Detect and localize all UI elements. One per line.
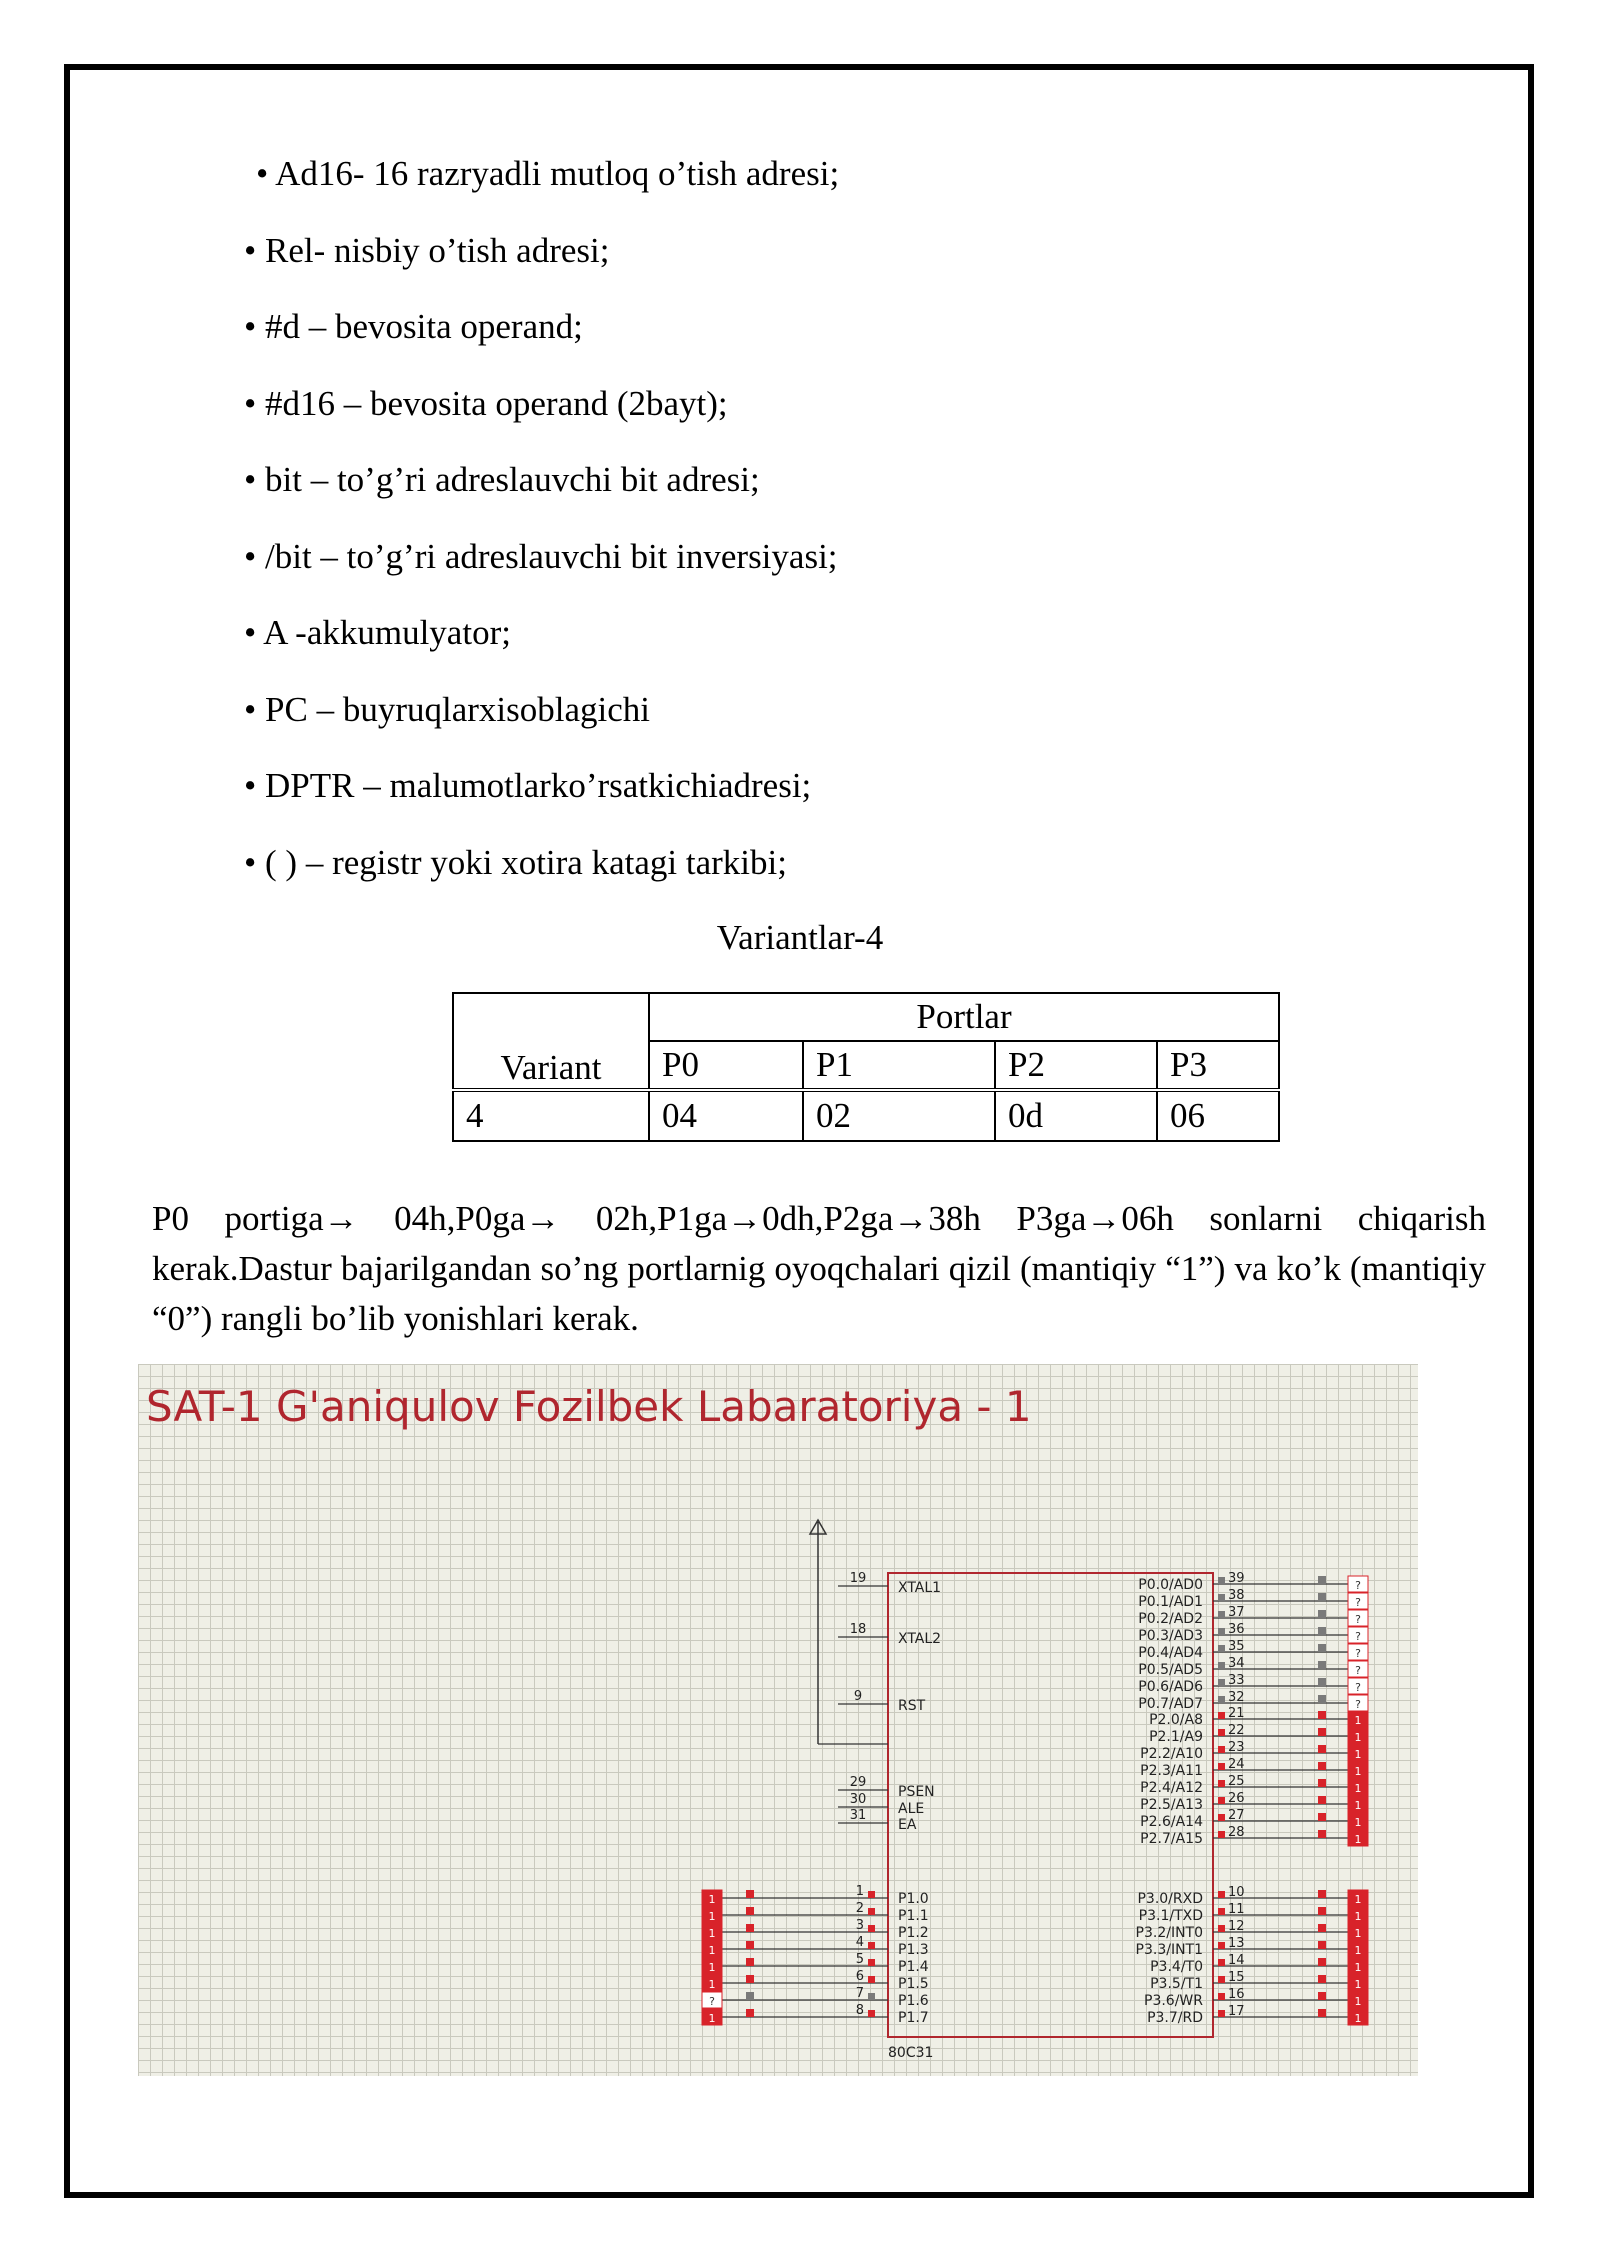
pin-state-dot — [1218, 1662, 1225, 1669]
pin-state-dot — [1218, 1594, 1225, 1601]
logic-probe-value: ? — [1355, 1630, 1361, 1643]
list-item: • bit – to’g’ri adreslauvchi bit adresi; — [244, 460, 760, 499]
logic-probe-value: ? — [1355, 1698, 1361, 1711]
pin-state-dot — [1218, 1645, 1225, 1652]
pin-name: P1.1 — [898, 1908, 929, 1924]
pin-name: P3.5/T1 — [1150, 1976, 1203, 1992]
logic-probe-value: 1 — [1354, 1731, 1362, 1744]
pin-state-dot — [1218, 1628, 1225, 1635]
list-item: • #d16 – bevosita operand (2bayt); — [244, 383, 728, 423]
chip-label: 80C31 — [888, 2045, 934, 2061]
pin-number: 18 — [849, 1622, 867, 1637]
schematic-screenshot — [138, 1364, 1418, 2076]
pin-number: 30 — [849, 1792, 867, 1807]
pin-state-dot — [1318, 1813, 1326, 1821]
pin-name: P0.3/AD3 — [1138, 1628, 1203, 1644]
pin-state-dot — [868, 2010, 875, 2017]
pin-state-dot — [746, 1890, 754, 1898]
pin-number: 10 — [1228, 1885, 1245, 1900]
pin-state-dot — [746, 1941, 754, 1949]
pin-state-dot — [746, 1975, 754, 1983]
pin-state-dot — [1218, 1577, 1225, 1584]
pin-number: 34 — [1228, 1656, 1245, 1671]
logic-probe-value: 1 — [1354, 1748, 1362, 1761]
pin-state-dot — [868, 1959, 875, 1966]
pin-state-dot — [1218, 1712, 1225, 1719]
pin-state-dot — [1318, 1610, 1326, 1618]
pin-number: 17 — [1228, 2004, 1245, 2019]
pin-name: P1.0 — [898, 1891, 929, 1907]
list-item: • Ad16- 16 razryadli mutloq o’tish adresi; — [256, 154, 840, 193]
pin-number: 14 — [1228, 1953, 1245, 1968]
pin-name: P0.4/AD4 — [1138, 1645, 1203, 1661]
pin-name: P2.6/A14 — [1140, 1814, 1203, 1830]
pin-state-dot — [1218, 1814, 1225, 1821]
table-cell: 0d — [995, 1090, 1157, 1141]
logic-probe-value: ? — [1355, 1579, 1361, 1592]
pin-number: 32 — [1228, 1690, 1245, 1705]
logic-probe-value: 1 — [708, 1910, 716, 1923]
pin-number: 36 — [1228, 1622, 1245, 1637]
pin-state-dot — [1218, 1959, 1225, 1966]
logic-probe-value: ? — [1355, 1647, 1361, 1660]
logic-probe-value: ? — [1355, 1596, 1361, 1609]
pin-number: 13 — [1228, 1936, 1245, 1951]
pin-state-dot — [1318, 1728, 1326, 1736]
task-paragraph — [152, 1194, 1486, 1344]
pin-name: P2.5/A13 — [1140, 1797, 1203, 1813]
variant-cell: 4 — [453, 1090, 649, 1141]
pin-state-dot — [1218, 1611, 1225, 1618]
pin-number: 29 — [849, 1775, 867, 1790]
pin-state-dot — [868, 1993, 875, 2000]
logic-probe-value: 1 — [708, 2012, 716, 2025]
pin-state-dot — [1318, 1779, 1326, 1787]
pin-name: P0.7/AD7 — [1138, 1696, 1203, 1712]
pin-state-dot — [1318, 1762, 1326, 1770]
logic-probe-value: 1 — [708, 1944, 716, 1957]
logic-probe-value: 1 — [1354, 1714, 1362, 1727]
pin-number: 23 — [1228, 1740, 1245, 1755]
pin-number: 8 — [855, 2003, 864, 2018]
pin-number: 26 — [1228, 1791, 1245, 1806]
pin-state-dot — [1318, 1576, 1326, 1584]
pin-number: 31 — [849, 1808, 867, 1823]
pin-state-dot — [868, 1925, 875, 1932]
pin-name: P3.4/T0 — [1150, 1959, 1203, 1975]
pin-state-dot — [868, 1942, 875, 1949]
pin-number: 25 — [1228, 1774, 1245, 1789]
pin-number: 39 — [1228, 1571, 1245, 1586]
pin-name: P3.3/INT1 — [1135, 1942, 1203, 1958]
logic-probe-value: 1 — [1354, 1765, 1362, 1778]
pin-name: P3.6/WR — [1144, 1993, 1203, 2009]
pin-state-dot — [746, 1907, 754, 1915]
pin-state-dot — [1318, 1992, 1326, 2000]
logic-probe-value: 1 — [1354, 1833, 1362, 1846]
pin-name: P2.7/A15 — [1140, 1831, 1203, 1847]
variant-header: Variant — [453, 993, 649, 1090]
pin-state-dot — [1218, 1763, 1225, 1770]
pin-state-dot — [1218, 1797, 1225, 1804]
pin-state-dot — [1318, 1745, 1326, 1753]
list-item: • #d – bevosita operand; — [244, 307, 583, 346]
pin-name: P3.2/INT0 — [1135, 1925, 1203, 1941]
pin-name: P3.7/RD — [1147, 2010, 1203, 2026]
table-cell: 06 — [1157, 1090, 1279, 1141]
pin-state-dot — [1318, 1890, 1326, 1898]
pin-number: 5 — [855, 1952, 864, 1967]
logic-probe-value: 1 — [1354, 1799, 1362, 1812]
pin-state-dot — [1218, 1942, 1225, 1949]
pin-state-dot — [1318, 1695, 1326, 1703]
table-cell: 04 — [649, 1090, 803, 1141]
pin-number: 15 — [1228, 1970, 1245, 1985]
list-item: • DPTR – malumotlarko’rsatkichiadresi; — [244, 766, 812, 805]
pin-state-dot — [1318, 1678, 1326, 1686]
list-item: • A -akkumulyator; — [244, 613, 511, 652]
pin-state-dot — [1318, 1627, 1326, 1635]
pin-name: P0.6/AD6 — [1138, 1679, 1203, 1695]
pin-state-dot — [1218, 1696, 1225, 1703]
pin-name: P2.2/A10 — [1140, 1746, 1203, 1762]
pin-name: PSEN — [898, 1784, 935, 1800]
pin-number: 38 — [1228, 1588, 1245, 1603]
list-item: • Rel- nisbiy o’tish adresi; — [244, 230, 610, 270]
pin-name: P1.3 — [898, 1942, 929, 1958]
port-header-p0: P0 — [649, 1041, 803, 1090]
pin-number: 4 — [855, 1935, 864, 1950]
list-item: • /bit – to’g’ri adreslauvchi bit inversiyasi; — [244, 536, 838, 576]
pin-number: 3 — [855, 1918, 864, 1933]
variant-table — [452, 992, 1280, 1142]
pin-number: 37 — [1228, 1605, 1245, 1620]
power-arrow-icon — [810, 1520, 826, 1744]
pin-number: 6 — [855, 1969, 864, 1984]
schematic-drawing — [138, 1364, 1418, 2076]
pin-state-dot — [746, 1958, 754, 1966]
pin-state-dot — [868, 1976, 875, 1983]
pin-name: P2.4/A12 — [1140, 1780, 1203, 1796]
table-cell: 02 — [803, 1090, 995, 1141]
pin-number: 28 — [1228, 1825, 1245, 1840]
pin-name: EA — [898, 1817, 917, 1833]
pin-name: P0.5/AD5 — [1138, 1662, 1203, 1678]
pin-state-dot — [1318, 1711, 1326, 1719]
pin-name: P2.3/A11 — [1140, 1763, 1203, 1779]
pin-state-dot — [1318, 1941, 1326, 1949]
pin-state-dot — [1318, 1661, 1326, 1669]
port-header-p1: P1 — [803, 1041, 995, 1090]
pin-number: 12 — [1228, 1919, 1245, 1934]
pin-number: 7 — [855, 1986, 864, 2001]
pin-name: P0.1/AD1 — [1138, 1594, 1203, 1610]
logic-probe-value: 1 — [1354, 1995, 1362, 2008]
pin-state-dot — [746, 1924, 754, 1932]
pin-state-dot — [1218, 1729, 1225, 1736]
pin-state-dot — [1218, 1993, 1225, 2000]
logic-probe-value: 1 — [708, 1927, 716, 1940]
variants-title: Variantlar-4 — [716, 918, 884, 957]
pin-name: ALE — [898, 1801, 925, 1817]
pin-state-dot — [1318, 1593, 1326, 1601]
pin-number: 27 — [1228, 1808, 1245, 1823]
pin-name: P3.0/RXD — [1137, 1891, 1203, 1907]
pin-number: 24 — [1228, 1757, 1245, 1772]
pin-state-dot — [1218, 1831, 1225, 1838]
pin-state-dot — [1218, 1976, 1225, 1983]
pin-state-dot — [746, 2009, 754, 2017]
pin-state-dot — [1218, 1746, 1225, 1753]
pin-state-dot — [1218, 1679, 1225, 1686]
pin-state-dot — [1218, 1780, 1225, 1787]
pin-state-dot — [1318, 2009, 1326, 2017]
pin-state-dot — [1318, 1796, 1326, 1804]
pin-name: P1.4 — [898, 1959, 929, 1975]
logic-probe-value: 1 — [1354, 1927, 1362, 1940]
pin-name: P1.5 — [898, 1976, 929, 1992]
ports-header: Portlar — [649, 993, 1279, 1041]
pin-state-dot — [1218, 2010, 1225, 2017]
pin-number: 9 — [853, 1689, 863, 1704]
pin-name: P2.1/A9 — [1149, 1729, 1203, 1745]
pin-state-dot — [1318, 1644, 1326, 1652]
logic-probe-value: 1 — [708, 1961, 716, 1974]
logic-probe-value: 1 — [1354, 1961, 1362, 1974]
pin-state-dot — [868, 1891, 875, 1898]
port-header-p3: P3 — [1157, 1041, 1279, 1090]
pin-number: 16 — [1228, 1987, 1245, 2002]
logic-probe-value: 1 — [1354, 1910, 1362, 1923]
pin-name: P1.7 — [898, 2010, 929, 2026]
list-item: • ( ) – registr yoki xotira katagi tarkibi; — [244, 842, 787, 882]
logic-probe-value: ? — [1355, 1664, 1361, 1677]
pin-name: P3.1/TXD — [1138, 1908, 1203, 1924]
pin-name: P0.0/AD0 — [1138, 1577, 1203, 1593]
pin-state-dot — [1318, 1830, 1326, 1838]
list-item: • PC – buyruqlarxisoblagichi — [244, 689, 650, 729]
pin-state-dot — [746, 1992, 754, 2000]
pin-name: P0.2/AD2 — [1138, 1611, 1203, 1627]
pin-number: 11 — [1228, 1902, 1245, 1917]
pin-state-dot — [1318, 1975, 1326, 1983]
logic-probe-value: ? — [1355, 1681, 1361, 1694]
logic-probe-value: 1 — [1354, 1944, 1362, 1957]
port-header-p2: P2 — [995, 1041, 1157, 1090]
logic-probe-value: 1 — [708, 1978, 716, 1991]
pin-number: 33 — [1228, 1673, 1245, 1688]
pin-state-dot — [1318, 1907, 1326, 1915]
pin-number: 19 — [849, 1571, 867, 1586]
pin-state-dot — [1318, 1958, 1326, 1966]
pin-state-dot — [1218, 1891, 1225, 1898]
pin-state-dot — [1218, 1908, 1225, 1915]
logic-probe-value: 1 — [708, 1893, 716, 1906]
pin-state-dot — [1318, 1924, 1326, 1932]
pin-number: 22 — [1228, 1723, 1245, 1738]
logic-probe-value: 1 — [1354, 2012, 1362, 2025]
schematic-title: SAT-1 G'aniqulov Fozilbek Labaratoriya - 1 — [146, 1382, 1032, 1431]
logic-probe-value: ? — [1355, 1613, 1361, 1626]
pin-state-dot — [868, 1908, 875, 1915]
pin-number: 1 — [855, 1884, 864, 1899]
logic-probe-value: 1 — [1354, 1816, 1362, 1829]
pin-name: XTAL1 — [898, 1580, 942, 1596]
pin-name: RST — [898, 1698, 926, 1714]
pin-name: P1.2 — [898, 1925, 929, 1941]
pin-name: P1.6 — [898, 1993, 929, 2009]
pin-name: XTAL2 — [898, 1631, 942, 1647]
logic-probe-value: 1 — [1354, 1978, 1362, 1991]
pin-state-dot — [1218, 1925, 1225, 1932]
pin-name: P2.0/A8 — [1149, 1712, 1203, 1728]
logic-probe-value: 1 — [1354, 1893, 1362, 1906]
logic-probe-value: 1 — [1354, 1782, 1362, 1795]
logic-probe-value: ? — [709, 1995, 715, 2008]
operand-notation-list — [244, 150, 839, 915]
pin-number: 21 — [1228, 1706, 1245, 1721]
pin-number: 35 — [1228, 1639, 1245, 1654]
task-text: P0 portiga→ 04h,P0ga→ 02h,P1ga→0dh,P2ga→38h P3ga→06h sonlarni chiqarish kerak.Dastur bajarilgandan so’ng portlarnig oyoqchalari qizil (mantiqiy “1”) va ko’k (mantiqiy “0”) rangli bo’lib yonishlari kerak. — [152, 1199, 1486, 1338]
pin-number: 2 — [855, 1901, 864, 1916]
